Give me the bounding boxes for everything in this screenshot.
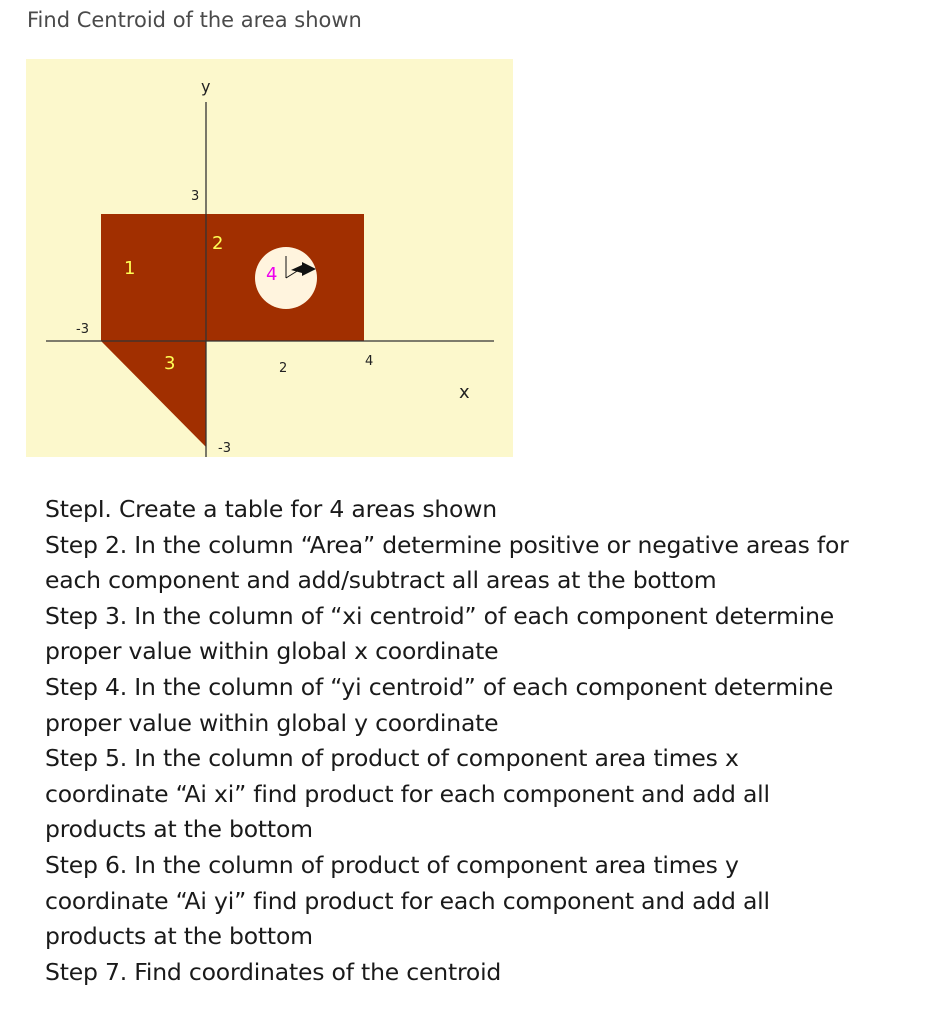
step-line: products at the bottom <box>45 922 313 951</box>
step-line: Step 6. In the column of product of component area times y <box>45 850 739 879</box>
region-label-4: 4 <box>266 264 278 285</box>
region-label-2: 2 <box>212 233 224 254</box>
region-label-3: 3 <box>164 353 176 374</box>
step-line: coordinate “Ai yi” find product for each component and add all <box>45 886 770 915</box>
step-line: products at the bottom <box>45 815 313 844</box>
step-line: proper value within global y coordinate <box>45 708 499 737</box>
x-axis-label: x <box>459 382 470 403</box>
tick-x-mid: 2 <box>279 361 288 376</box>
instruction-steps <box>45 492 915 990</box>
step-line: StepI. Create a table for 4 areas shown <box>45 495 497 523</box>
step-line: proper value within global x coordinate <box>45 637 499 666</box>
step-line: Step 3. In the column of “xi centroid” of each component determine <box>45 601 835 630</box>
question-title: Find Centroid of the area shown <box>27 8 362 32</box>
step-line: Step 5. In the column of product of component area times x <box>45 744 739 773</box>
step-line: Step 2. In the column “Area” determine positive or negative areas for <box>45 530 849 559</box>
y-axis-label: y <box>201 77 211 96</box>
region-label-1: 1 <box>124 258 136 279</box>
step-line: each component and add/subtract all areas at the bottom <box>45 566 717 595</box>
step-line: coordinate “Ai xi” find product for each component and add all <box>45 779 770 808</box>
tick-x-left: -3 <box>76 322 89 337</box>
step-line: Step 4. In the column of “yi centroid” of each component determine <box>45 672 834 701</box>
region-rectangle <box>101 214 364 341</box>
centroid-figure <box>26 59 513 457</box>
tick-y-top: 3 <box>191 189 200 204</box>
tick-y-bottom: -3 <box>218 441 231 456</box>
centroid-diagram <box>26 59 513 457</box>
step-line: Step 7. Find coordinates of the centroid <box>45 957 502 986</box>
tick-x-right: 4 <box>365 354 374 369</box>
